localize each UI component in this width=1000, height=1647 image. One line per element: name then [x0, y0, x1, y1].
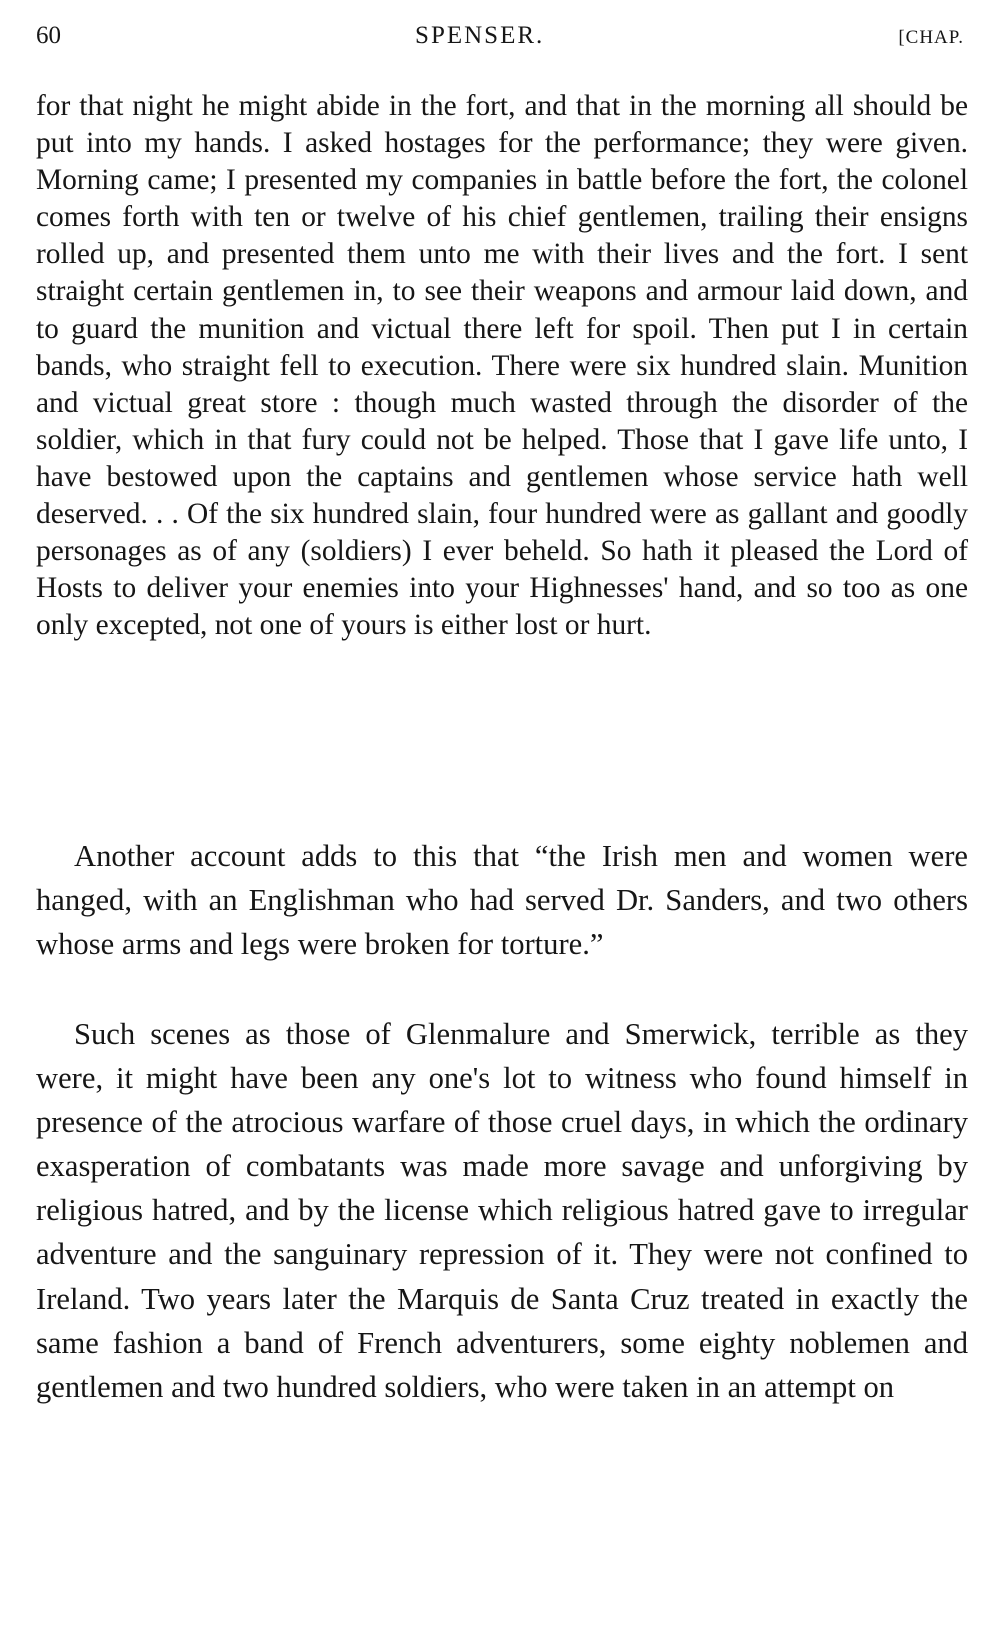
running-header	[36, 22, 964, 56]
page-number: 60	[36, 22, 61, 49]
body-paragraph: Such scenes as those of Glenmalure and Smerwick, terrible as they were, it might have been any one's lot to witness who found himself in presence of the atrocious warfare of those cruel days, in which the ordinary exasperation of combatants was made more savage and unforgiving by religious hatred, and by the license which religious hatred gave to irregular adventure and the sanguinary repression of it. They were not confined to Ireland. Two years later the Marquis de Santa Cruz treated in exactly the same fashion a band of French adventurers, some eighty noblemen and gentlemen and two hundred soldiers, who were taken in an attempt on	[36, 1017, 968, 1404]
quoted-letter-excerpt: for that night he might abide in the fort, and that in the morning all should be put into my hands. I asked hostages for the performance; they were given. Morning came; I presented my companies in battle before the fort, the colonel comes forth with ten or twelve of his chief gentlemen, trailing their ensigns rolled up, and presented them unto me with their lives and the fort. I sent straight certain gentlemen in, to see their weapons and armour laid down, and to guard the munition and victual there left for spoil. Then put I in certain bands, who straight fell to execution. There were six hundred slain. Munition and victual great store : though much wasted through the disorder of the soldier, which in that fury could not be helped. Those that I gave life unto, I have bestowed upon the captains and gentlemen whose service hath well deserved. . . Of the six hundred slain, four hundred were as gallant and goodly personages as of any (soldiers) I ever beheld. So hath it pleased the Lord of Hosts to deliver your enemies into your Highnesses' hand, and so too as one only excepted, not one of yours is either lost or hurt.	[36, 90, 968, 642]
running-title: SPENSER.	[415, 22, 545, 49]
body-paragraph: Another account adds to this that “the Irish men and women were hanged, with an Englishman who had served Dr. Sanders, and two others whose arms and legs were broken for torture.”	[36, 839, 968, 962]
chapter-mark: [CHAP.	[898, 27, 964, 48]
